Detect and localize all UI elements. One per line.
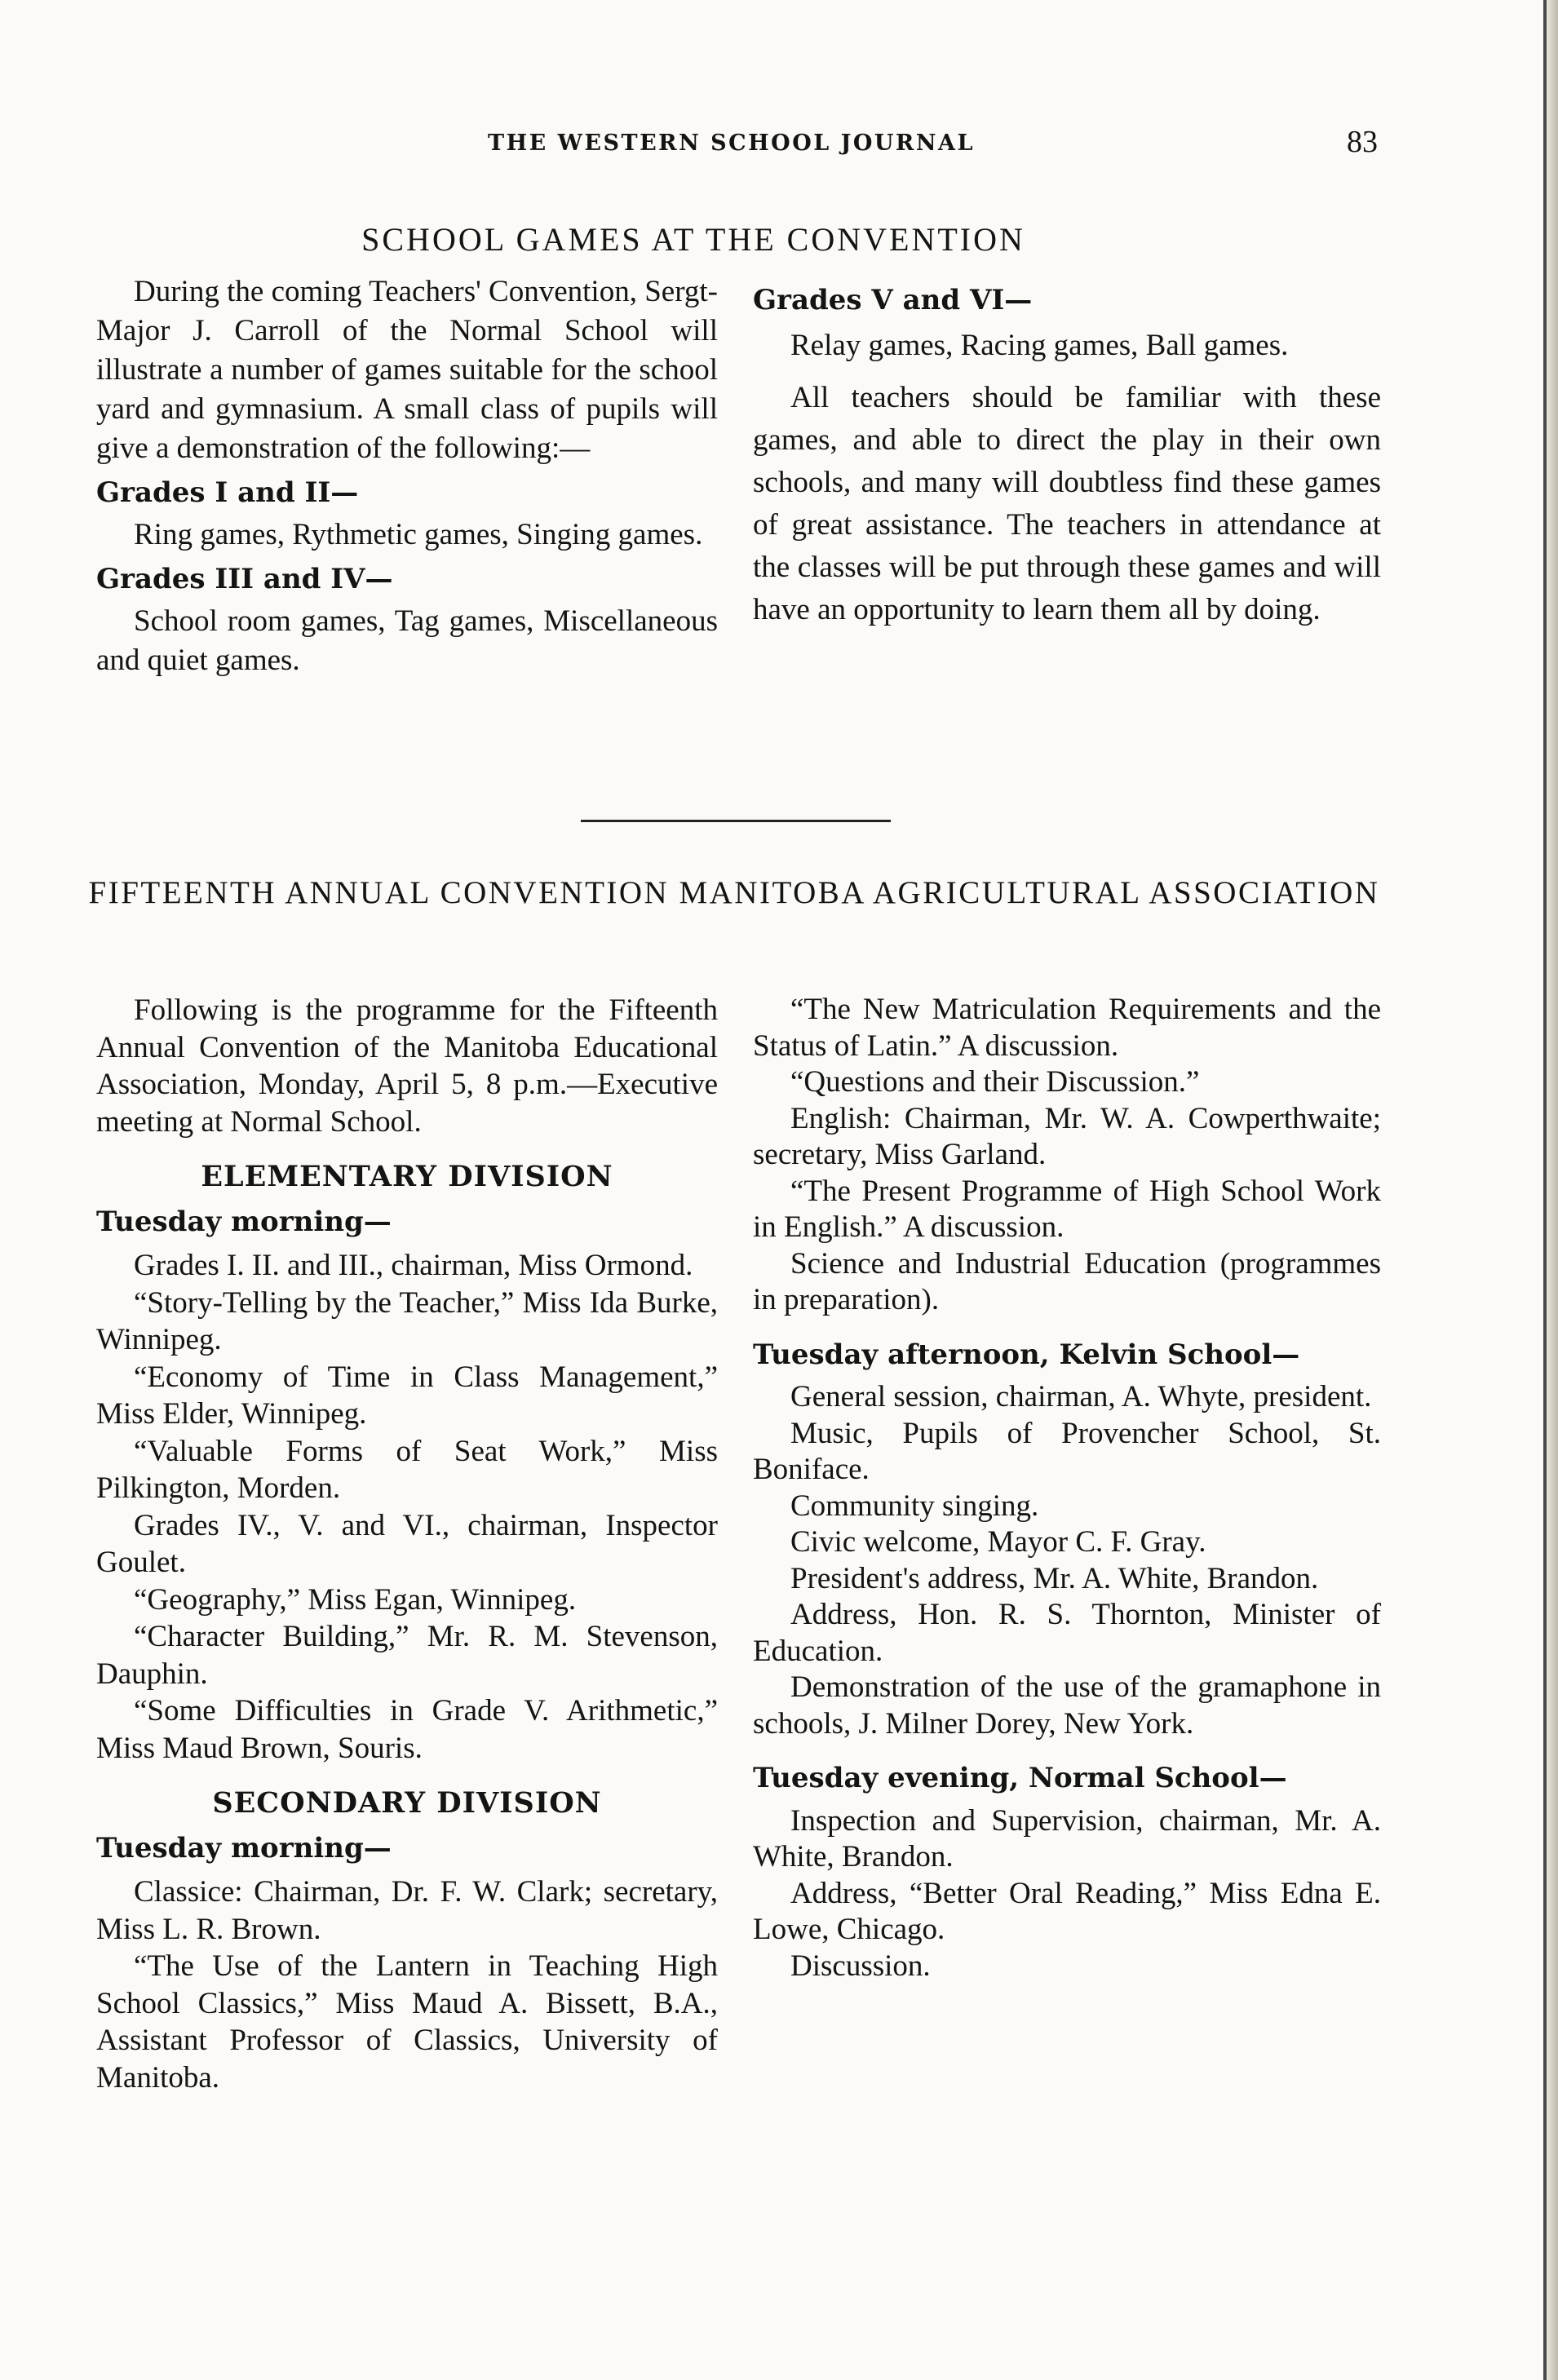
grades-1-2-text: Ring games, Rythmetic games, Singing games. xyxy=(134,518,703,551)
running-header xyxy=(0,125,1558,171)
programme-item: “The Present Programme of High School Work in English.” A discussion. xyxy=(753,1174,1381,1244)
article-title-convention: FIFTEENTH ANNUAL CONVENTION MANITOBA AGRICULTURAL ASSOCIATION xyxy=(88,875,1380,910)
programme-item: “Story-Telling by the Teacher,” Miss Ida Burke, Winnipeg. xyxy=(96,1285,718,1356)
programme-item: “Questions and their Discussion.” xyxy=(790,1065,1200,1099)
programme-item: Discussion. xyxy=(790,1949,931,1983)
programme-item: President's address, Mr. A. White, Brandon. xyxy=(790,1561,1319,1595)
secondary-division-heading: SECONDARY DIVISION xyxy=(212,1786,602,1820)
games-intro: During the coming Teachers' Convention, Sergt-Major J. Carroll of the Normal School will illustrate a number of games suitable for the school yard and gymnasium. A small class of pupils will give a demonstration of the following:— xyxy=(96,275,718,465)
programme-item: Demonstration of the use of the gramaphone in schools, J. Milner Dorey, New York. xyxy=(753,1670,1381,1741)
convention-intro: Following is the programme for the Fifteenth Annual Convention of the Manitoba Educational Association, Monday, April 5, 8 p.m.—Executive meeting at Normal School. xyxy=(96,993,718,1139)
programme-item: Address, Hon. R. S. Thornton, Minister of Education. xyxy=(753,1598,1381,1668)
programme-item: English: Chairman, Mr. W. A. Cowperthwaite; secretary, Miss Garland. xyxy=(753,1101,1381,1171)
journal-title: THE WESTERN SCHOOL JOURNAL xyxy=(488,131,975,156)
programme-item: “Geography,” Miss Egan, Winnipeg. xyxy=(134,1582,577,1617)
programme-item: Civic welcome, Mayor C. F. Gray. xyxy=(790,1525,1206,1559)
programme-item: Community singing. xyxy=(790,1489,1039,1523)
grades-5-6-text: Relay games, Racing games, Ball games. xyxy=(790,329,1289,362)
article-title-games: SCHOOL GAMES AT THE CONVENTION xyxy=(361,221,1025,258)
convention-left-column xyxy=(96,992,718,2096)
convention-right-column xyxy=(753,992,1381,1984)
grades-5-6-heading: Grades V and VI— xyxy=(753,284,1033,316)
programme-item: “Valuable Forms of Seat Work,” Miss Pilkington, Morden. xyxy=(96,1434,718,1505)
page-number: 83 xyxy=(1347,125,1378,159)
afternoon-session-heading: Tuesday afternoon, Kelvin School— xyxy=(753,1338,1300,1371)
programme-item: Address, “Better Oral Reading,” Miss Edna E. Lowe, Chicago. xyxy=(753,1876,1381,1946)
games-right-column xyxy=(753,274,1381,641)
programme-item: Grades I. II. and III., chairman, Miss Ormond. xyxy=(134,1249,693,1282)
secondary-session-heading: Tuesday morning— xyxy=(96,1831,392,1865)
programme-item: Classice: Chairman, Dr. F. W. Clark; secretary, Miss L. R. Brown. xyxy=(96,1875,718,1946)
programme-item: “Some Difficulties in Grade V. Arithmetic,” Miss Maud Brown, Souris. xyxy=(96,1694,718,1765)
grades-3-4-heading: Grades III and IV— xyxy=(96,563,393,595)
games-left-column xyxy=(96,272,718,680)
programme-item: “The Use of the Lantern in Teaching High School Classics,” Miss Maud A. Bissett, B.A., Assistant Professor of Classics, University of Manitoba. xyxy=(96,1949,718,2095)
programme-item: Grades IV., V. and VI., chairman, Inspector Goulet. xyxy=(96,1508,718,1579)
grades-3-4-text: School room games, Tag games, Miscellaneous and quiet games. xyxy=(96,604,718,677)
games-closing: All teachers should be familiar with these games, and able to direct the play in their own schools, and many will doubtless find these games of great assistance. The teachers in attendance at the classes will be put through these games and will have an opportunity to learn them all by doing. xyxy=(753,381,1381,626)
programme-item: Science and Industrial Education (programmes in preparation). xyxy=(753,1246,1381,1316)
section-divider xyxy=(581,820,891,822)
page-edge xyxy=(1547,0,1558,2380)
programme-item: Inspection and Supervision, chairman, Mr. A. White, Brandon. xyxy=(753,1803,1381,1873)
programme-item: “The New Matriculation Requirements and the Status of Latin.” A discussion. xyxy=(753,993,1381,1063)
elementary-division-heading: ELEMENTARY DIVISION xyxy=(201,1160,613,1193)
grades-1-2-heading: Grades I and II— xyxy=(96,476,359,509)
evening-session-heading: Tuesday evening, Normal School— xyxy=(753,1762,1287,1794)
programme-item: General session, chairman, A. Whyte, president. xyxy=(790,1380,1372,1413)
programme-item: “Character Building,” Mr. R. M. Stevenson, Dauphin. xyxy=(96,1620,718,1691)
elementary-session-heading: Tuesday morning— xyxy=(96,1205,392,1238)
programme-item: Music, Pupils of Provencher School, St. Boniface. xyxy=(753,1416,1381,1486)
programme-item: “Economy of Time in Class Management,” Miss Elder, Winnipeg. xyxy=(96,1360,718,1431)
